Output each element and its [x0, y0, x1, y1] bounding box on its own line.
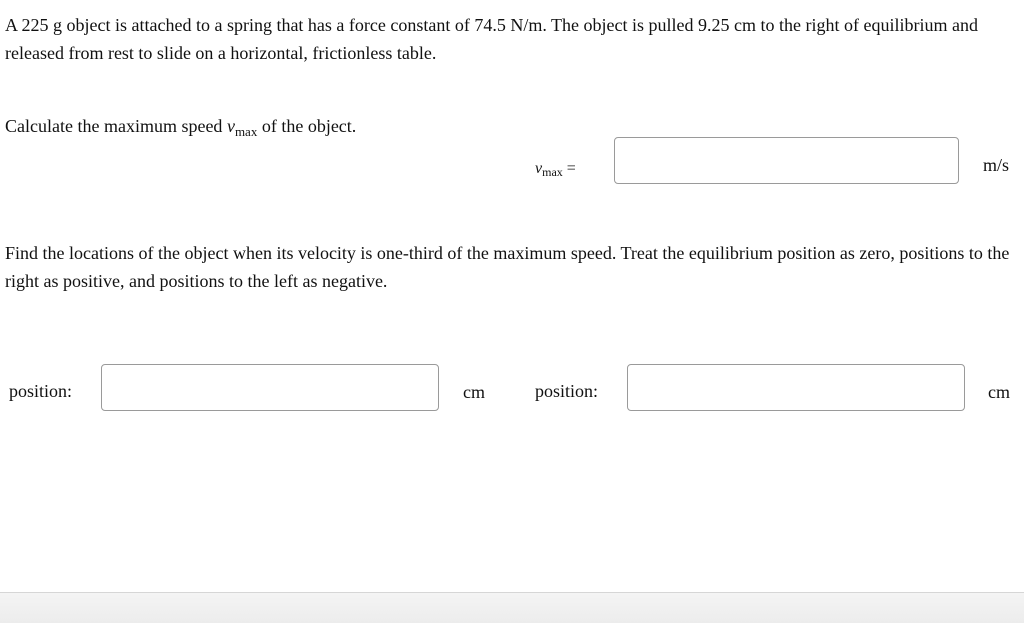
position-2-unit: cm [988, 382, 1010, 402]
position-1-input[interactable] [101, 364, 439, 411]
vmax-answer-label: $v_{max}$ = [535, 160, 576, 179]
footer-bar [0, 592, 1024, 623]
problem-statement: A 225 g object is attached to a spring that has a force constant of 74.5 N/m. The object is pulled 9.25 cm to the right of equilibrium and released from rest to slide on a horizontal, frictionless table. [5, 15, 978, 63]
vmax-input[interactable] [614, 137, 959, 184]
vmax-unit: m/s [983, 155, 1010, 175]
question-positions: Find the locations of the object when its velocity is one-third of the maximum speed. Treat the equilibrium position as zero, positions to the right as positive, and positions to the left as negative. [5, 243, 1010, 291]
position-2-input[interactable] [627, 364, 965, 411]
position-2-label: position: [535, 381, 599, 401]
position-1-label: position: [9, 381, 73, 401]
vmax-symbol: $v_{max}$ [226, 116, 258, 139]
question-max-speed [5, 112, 356, 146]
question-text-end: of the object. [257, 116, 357, 136]
position-1-unit: cm [463, 382, 485, 402]
question-text: Calculate the maximum speed [5, 116, 227, 136]
